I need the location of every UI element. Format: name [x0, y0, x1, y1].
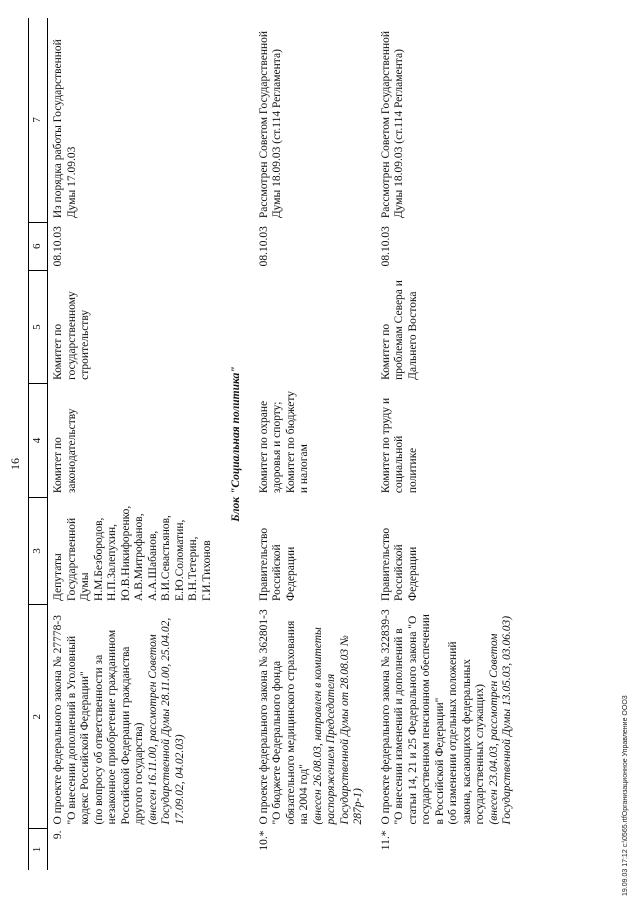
- consideration-date: 08.10.03: [257, 226, 270, 267]
- column-header: 1: [29, 829, 48, 870]
- column-header: 2: [29, 605, 48, 829]
- bill-description: [376, 605, 525, 829]
- bill-title-line: О проекте федерального закона № 322839-3: [379, 609, 392, 825]
- co-committee: [254, 270, 376, 383]
- row-number: 10.*: [257, 830, 270, 851]
- row-number: 11.*: [379, 830, 392, 851]
- column-header: 5: [29, 270, 48, 383]
- table-row: [376, 18, 525, 870]
- column-header: 3: [29, 497, 48, 605]
- bill-title-line: (по вопросу об ответственности за незаконное приобретение гражданином Российской Федерации гражданства другого государства): [92, 629, 145, 825]
- row-number: 9.: [52, 830, 64, 840]
- bill-note: (внесен 23.04.03, рассмотрен Советом Государственной Думы 13.05.03, 03.06.03): [487, 615, 513, 825]
- co-committee: Комитет по проблемам Севера и Дальнего Востока: [379, 280, 419, 380]
- page-number: 16: [8, 458, 22, 470]
- bill-title-line: (об изменении отдельных положений закона, касающихся федеральных государственных служащих): [447, 641, 486, 825]
- bill-note: (внесен 26.08.03, направлен в комитеты распоряжением Председателя Государственной Думы от 28.08.03 № 287р-1): [311, 627, 364, 825]
- column-header: 4: [29, 384, 48, 497]
- bill-title-line: О проекте федерального закона № 362801-3: [257, 609, 270, 825]
- basis-note: Рассмотрен Советом Государственной Думы 18.09.03 (ст.114 Регламента): [257, 30, 283, 219]
- bill-description: [254, 605, 376, 829]
- initiator: Правительство Российской Федерации: [257, 527, 297, 601]
- bill-title-line: "О внесении изменений и дополнений в статьи 14, 21 и 25 Федерального закона "О государственном пенсионном обеспечении в Российской Федерации": [393, 614, 446, 825]
- responsible-committee: Комитет по охране здоровья и спорту; Комитет по бюджету и налогам: [257, 391, 310, 494]
- section-row: [224, 18, 254, 870]
- initiator: Депутаты Государственной Думы Н.М.Безбородов, Н.П.Залепухин, Ю.В.Никифоренко, А.В.Митрофанов, А.А.Шабанов, В.И.Севастьянов, Е.Ю.Соломатин, В.Н.Тетерин, Г.И.Тихонов: [52, 505, 213, 601]
- responsible-committee: Комитет по законодательству: [52, 408, 78, 494]
- bill-title-line: "О бюджете Федерального фонда обязательного медицинского страхования на 2004 год": [271, 620, 310, 825]
- legislation-table: [28, 18, 525, 870]
- column-header: 7: [29, 18, 48, 222]
- basis-note: Рассмотрен Советом Государственной Думы 18.09.03 (ст.114 Регламента): [379, 30, 405, 219]
- bill-title-line: О проекте федерального закона № 27778-3: [52, 615, 64, 825]
- table-row: [254, 18, 376, 870]
- footer-path: 19.09.03 17:12 с:\0565.rtfОрганизационное Управление ООО3: [622, 695, 629, 896]
- consideration-date: 08.10.03: [52, 226, 64, 267]
- consideration-date: 08.10.03: [379, 226, 392, 267]
- bill-note: (внесен 16.11.00, рассмотрен Советом Государственной Думы 28.11.00, 25.04.02, 17.09.02, 04.02.03): [146, 617, 186, 825]
- basis-note: Из порядка работы Государственной Думы 17.09.03: [52, 39, 78, 219]
- responsible-committee: Комитет по труду и социальной политике: [379, 397, 419, 494]
- column-header: 6: [29, 222, 48, 270]
- initiator: Правительство Российской Федерации: [379, 527, 419, 601]
- section-title: Блок "Социальная политика": [230, 366, 242, 522]
- column-header-row: [29, 18, 48, 870]
- bill-title-line: "О внесении дополнений в Уголовный кодекс Российской Федерации": [65, 635, 91, 825]
- table-row: [48, 18, 225, 870]
- bill-description: [48, 605, 225, 829]
- co-committee: Комитет по государственному строительству: [52, 291, 91, 380]
